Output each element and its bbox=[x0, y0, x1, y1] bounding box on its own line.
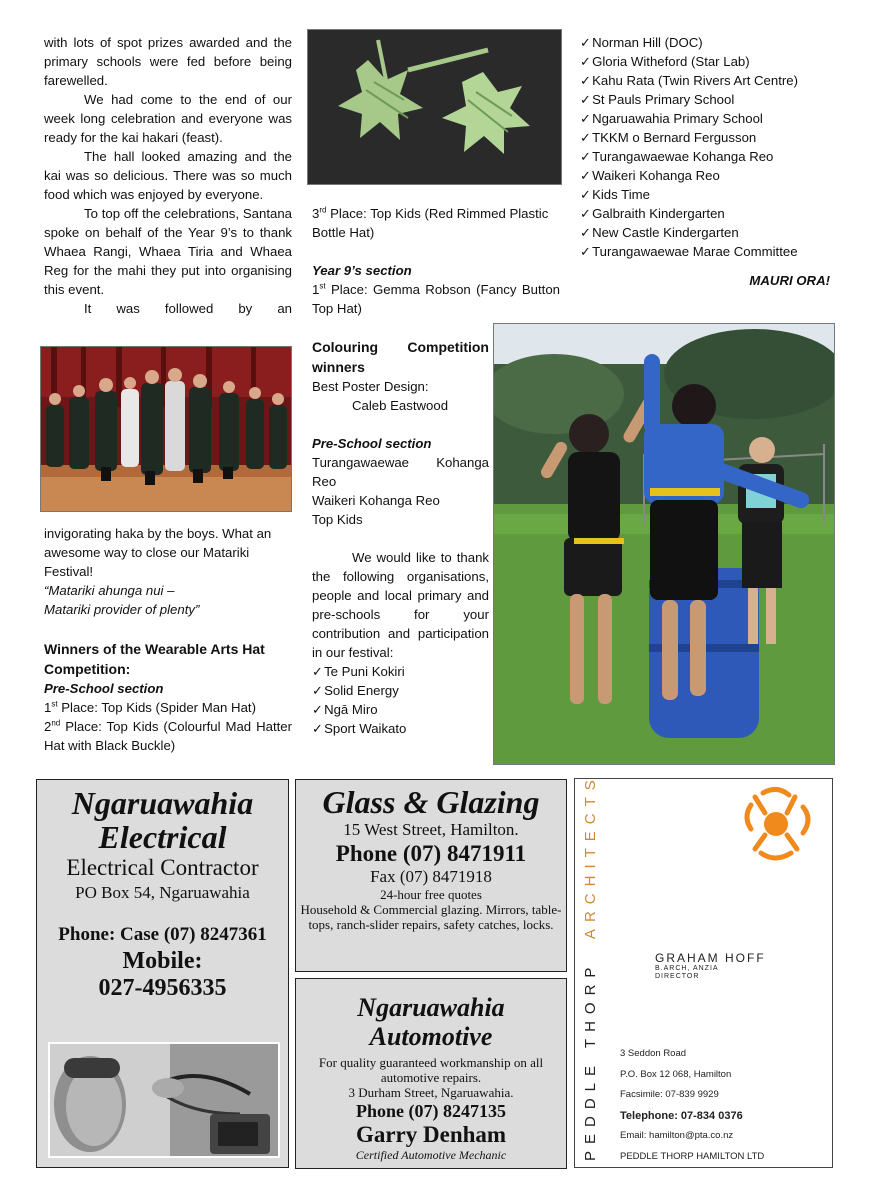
ad-ngaruawahia-automotive bbox=[295, 978, 567, 1169]
paragraph-followed: It was followed by an bbox=[84, 301, 292, 316]
automotive-person: Garry Denham bbox=[355, 1122, 507, 1147]
peddle-thorp-logo bbox=[735, 783, 819, 867]
preschool-winner-1: Turangawaewae Kohanga Reo bbox=[312, 455, 489, 489]
year9-section-heading: Year 9’s section bbox=[312, 263, 412, 278]
best-poster-label: Best Poster Design: bbox=[312, 379, 429, 394]
third-place: 3rd Place: Top Kids (Red Rimmed Plastic Bottle Hat) bbox=[312, 205, 549, 240]
paragraph-end-of-week: We had come to the end of our week long celebration and everyone was ready for the kai hakari (feast). bbox=[44, 92, 292, 145]
sponsor-item: ✓ Kids Time bbox=[580, 185, 830, 204]
sponsor-item: ✓ Turangawaewae Kohanga Reo bbox=[580, 147, 830, 166]
architect-telephone: Telephone: 07-834 0376 bbox=[620, 1109, 743, 1122]
vertical-name-light: ARCHITECTS bbox=[582, 773, 599, 940]
column-1-bottom bbox=[44, 524, 292, 755]
sponsor-item: ✓ Turangawaewae Marae Committee bbox=[580, 242, 830, 261]
glass-phone: Phone (07) 8471911 bbox=[335, 841, 527, 866]
electrical-name-line1: Ngaruawahia bbox=[71, 785, 254, 821]
jumping-kids-image bbox=[494, 324, 834, 764]
ad-glass-glazing bbox=[295, 779, 567, 972]
glass-quotes: 24-hour free quotes bbox=[380, 887, 482, 902]
sponsor-item: ✓ Waikeri Kohanga Reo bbox=[580, 166, 830, 185]
glass-services: Household & Commercial glazing. Mirrors, table-tops, ranch-slider repairs, safety catches, locks. bbox=[300, 902, 562, 932]
sponsor-item: ✓ St Pauls Primary School bbox=[580, 90, 830, 109]
architect-email: Email: hamilton@pta.co.nz bbox=[620, 1130, 734, 1141]
electrician-image bbox=[50, 1044, 278, 1156]
sponsor-item: ✓ Sport Waikato bbox=[312, 719, 489, 738]
ad-peddle-thorp bbox=[574, 773, 833, 1168]
preschool-section-heading-2: Pre-School section bbox=[312, 436, 432, 451]
automotive-tagline: For quality guaranteed workmanship on all automotive repairs. bbox=[318, 1055, 544, 1085]
thanks-paragraph: We would like to thank the following organisations, people and local primary and pre-schools for your contribution and participation in our festival: bbox=[312, 550, 489, 660]
best-poster-winner: Caleb Eastwood bbox=[352, 398, 449, 413]
automotive-address: 3 Durham Street, Ngaruawahia. bbox=[348, 1085, 514, 1100]
architect-quals: B.ARCH, ANZIA bbox=[655, 965, 719, 972]
vertical-name-dark: PEDDLE THORP bbox=[582, 960, 599, 1161]
jumping-kids-photo bbox=[493, 323, 835, 765]
haka-image bbox=[41, 347, 291, 511]
glass-fax: Fax (07) 8471918 bbox=[370, 867, 492, 886]
column-1-top bbox=[44, 33, 292, 318]
paragraph-haka: invigorating haka by the boys. What an awesome way to close our Matariki Festival! bbox=[44, 526, 272, 579]
glass-name: Glass & Glazing bbox=[322, 784, 540, 820]
sponsor-item: ✓ TKKM o Bernard Fergusson bbox=[580, 128, 830, 147]
preschool-winner-2: Waikeri Kohanga Reo bbox=[312, 493, 440, 508]
electrical-po-box: PO Box 54, Ngaruawahia bbox=[75, 883, 250, 902]
architect-address-block bbox=[620, 1044, 764, 1167]
architect-address-2: P.O. Box 12 068, Hamilton bbox=[620, 1068, 732, 1080]
sponsor-item: ✓ New Castle Kindergarten bbox=[580, 223, 830, 242]
mauri-ora: MAURI ORA! bbox=[749, 273, 830, 288]
paragraph-celebrations: To top off the celebrations, Santana spoke on behalf of the Year 9’s to thank Whaea Rangi, Whaea Tiria and Whaea Reg for the mahi they put into organising this event. bbox=[44, 206, 292, 297]
sponsor-item: ✓ Galbraith Kindergarten bbox=[580, 204, 830, 223]
electrical-mobile: 027-4956335 bbox=[98, 975, 227, 1001]
column-3 bbox=[580, 33, 830, 290]
architect-role: DIRECTOR bbox=[655, 973, 700, 980]
architect-fax: Facsimile: 07-839 9929 bbox=[620, 1089, 719, 1100]
sponsor-item: ✓ Kahu Rata (Twin Rivers Art Centre) bbox=[580, 71, 830, 90]
sponsor-item: ✓ Norman Hill (DOC) bbox=[580, 33, 830, 52]
paragraph-hall: The hall looked amazing and the kai was so delicious. There was so much food which was enjoyed by everyone. bbox=[44, 149, 292, 202]
sponsor-item: ✓ Gloria Witheford (Star Lab) bbox=[580, 52, 830, 71]
sponsor-item: ✓ Ngā Miro bbox=[312, 700, 489, 719]
architect-company: PEDDLE THORP HAMILTON LTD bbox=[620, 1150, 765, 1162]
glass-address: 15 West Street, Hamilton. bbox=[343, 820, 519, 839]
electrician-photo bbox=[48, 1042, 280, 1158]
preschool-section-heading: Pre-School section bbox=[44, 681, 164, 696]
electrical-name-line2: Electrical bbox=[98, 819, 227, 855]
colouring-heading: Colouring Competition winners bbox=[312, 339, 489, 375]
sponsor-item: ✓ Te Puni Kokiri bbox=[312, 662, 489, 681]
star-weaving-photo bbox=[307, 29, 562, 185]
flax-star-image bbox=[308, 30, 561, 184]
automotive-phone: Phone (07) 8247135 bbox=[356, 1101, 506, 1121]
quote-line-2: Matariki provider of plenty” bbox=[44, 602, 200, 617]
architect-address-1: 3 Seddon Road bbox=[620, 1048, 687, 1059]
first-place: 1st Place: Top Kids (Spider Man Hat) bbox=[44, 699, 256, 715]
electrical-phone: Phone: Case (07) 8247361 bbox=[58, 924, 267, 945]
wearable-arts-heading: Winners of the Wearable Arts Hat Competition: bbox=[44, 641, 265, 677]
automotive-name-line2: Automotive bbox=[369, 1022, 493, 1051]
quote-line-1: “Matariki ahunga nui – bbox=[44, 583, 175, 598]
second-place: 2nd Place: Top Kids (Colourful Mad Hatter Hat with Black Buckle) bbox=[44, 718, 292, 753]
architect-contact bbox=[655, 951, 766, 981]
sponsor-item: ✓ Solid Energy bbox=[312, 681, 489, 700]
architect-person: GRAHAM HOFF bbox=[655, 951, 766, 965]
automotive-name-line1: Ngaruawahia bbox=[357, 993, 505, 1022]
year9-first-place: 1st Place: Gemma Robson (Fancy Button Top Hat) bbox=[312, 281, 560, 316]
automotive-title: Certified Automotive Mechanic bbox=[355, 1148, 507, 1162]
paragraph-spot-prizes: with lots of spot prizes awarded and the primary schools were fed before being farewelled. bbox=[44, 35, 292, 88]
vertical-company-name bbox=[582, 773, 599, 1161]
electrical-mobile-label: Mobile: bbox=[122, 948, 203, 974]
preschool-winner-3: Top Kids bbox=[312, 512, 363, 527]
ad-ngaruawahia-electrical bbox=[36, 779, 289, 1168]
sponsor-item: ✓ Ngaruawahia Primary School bbox=[580, 109, 830, 128]
electrical-role: Electrical Contractor bbox=[66, 855, 259, 880]
haka-photo bbox=[40, 346, 292, 512]
column-2 bbox=[312, 204, 560, 738]
